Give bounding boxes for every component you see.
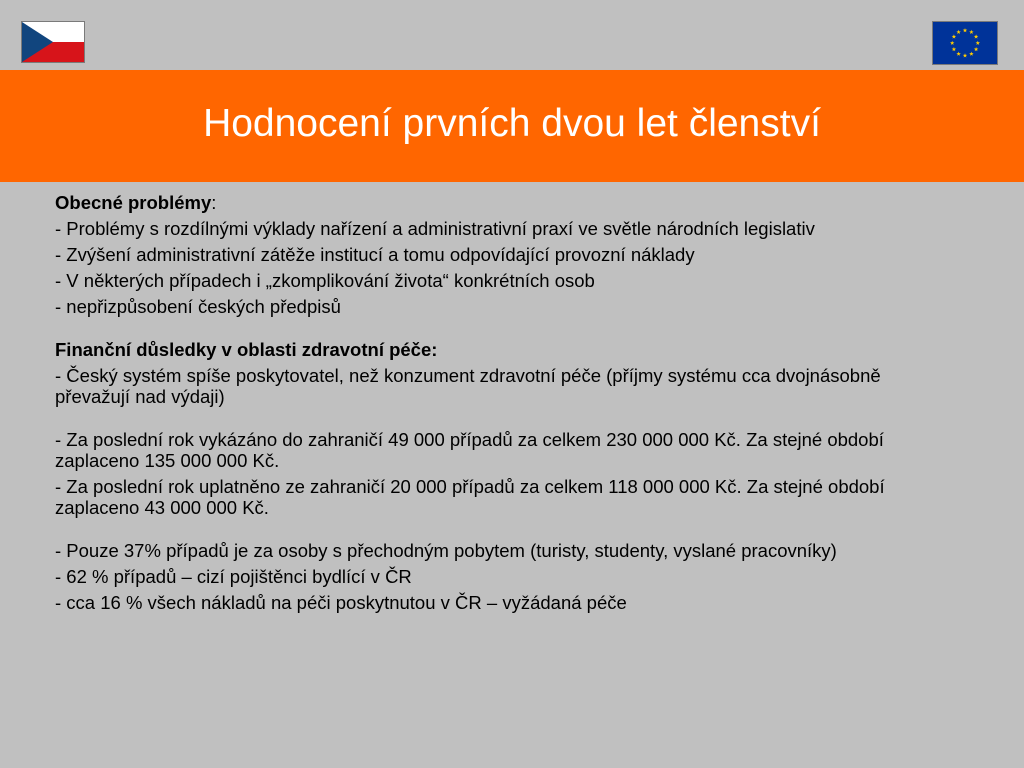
general-item: - Zvýšení administrativní zátěže institucí a tomu odpovídající provozní náklady [55,244,695,265]
shares-item: - 62 % případů – cizí pojištěnci bydlící v ČR [55,566,412,587]
section-general-heading-line [55,192,955,213]
general-item: - Problémy s rozdílnými výklady nařízení a administrativní praxí ve světle národních legislativ [55,218,815,239]
shares-item: - cca 16 % všech nákladů na péči poskytnutou v ČR – vyžádaná péče [55,592,627,613]
slide-content [55,192,955,618]
financial-item: - Český systém spíše poskytovatel, než konzument zdravotní péče (příjmy systému cca dvojnásobně převažují nad výdaji) [55,365,881,407]
cases-item: - Za poslední rok vykázáno do zahraničí 49 000 případů za celkem 230 000 000 Kč. Za stejné období zaplaceno 135 000 000 Kč. [55,429,884,471]
section-general-heading-suffix: : [211,192,217,213]
section-financial-heading: Finanční důsledky v oblasti zdravotní péče: [55,339,438,360]
eu-flag-icon [932,21,998,65]
page-title: Hodnocení prvních dvou let členství [203,102,821,145]
czech-flag-icon [21,21,85,63]
shares-item: - Pouze 37% případů je za osoby s přechodným pobytem (turisty, studenty, vyslané pracovníky) [55,540,837,561]
general-item: - V některých případech i „zkomplikování života“ konkrétních osob [55,270,595,291]
cases-item: - Za poslední rok uplatněno ze zahraničí 20 000 případů za celkem 118 000 000 Kč. Za stejné období zaplaceno 43 000 000 Kč. [55,476,885,518]
general-item: - nepřizpůsobení českých předpisů [55,296,341,317]
title-band [0,70,1024,182]
section-general-heading: Obecné problémy [55,192,212,213]
